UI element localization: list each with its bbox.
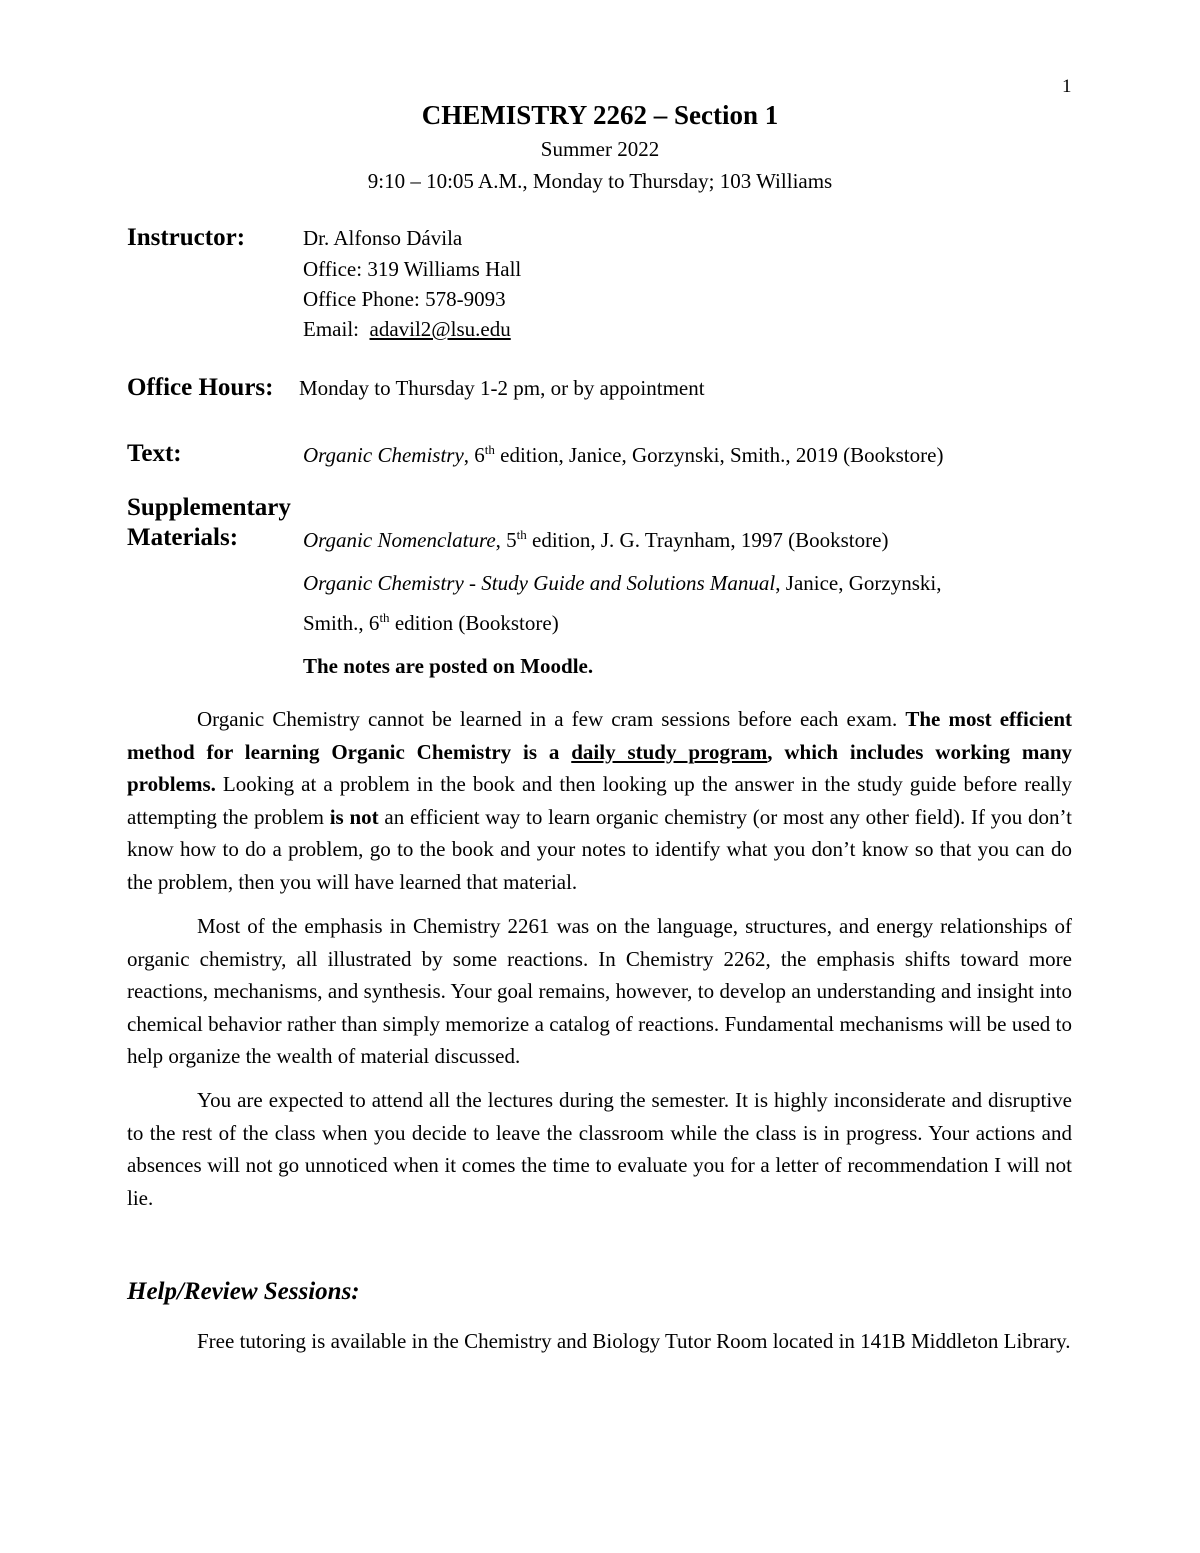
supp1-title: Organic Nomenclature xyxy=(303,528,496,552)
page-number: 1 xyxy=(1062,76,1072,97)
p2-text: Most of the emphasis in Chemistry 2261 was on the language, structures, and energy relationships of organic chemistry, all illustrated by some reactions. In Chemistry 2262, the emphasis shifts toward more reactions, mechanisms, and synthesis. Your goal remains, however, to develop an understanding and insight into chemical behavior rather than simply memorize a catalog of reactions. Fundamental mechanisms will be used to help organize the wealth of material discussed. xyxy=(127,914,1072,1068)
p1-bold-underline: daily study program xyxy=(571,739,768,764)
help-text: Free tutoring is available in the Chemistry and Biology Tutor Room located in 141B Middleton Library. xyxy=(197,1329,1071,1353)
p1-bold-3: is not xyxy=(329,804,379,829)
p1-text-2: Looking at a problem in the book and then looking up the answer in the study guide before really attempting the problem xyxy=(127,772,1072,829)
course-schedule: 9:10 – 10:05 A.M., Monday to Thursday; 103 Williams xyxy=(367,169,833,193)
textbook-edition: , 6 xyxy=(463,443,485,467)
textbook-line xyxy=(303,443,943,468)
supp2-title: Organic Chemistry - Study Guide and Solutions Manual xyxy=(303,571,776,595)
notes-line: The notes are posted on Moodle. xyxy=(303,654,594,678)
supp2-rest: , Janice, Gorzynski, xyxy=(775,571,942,595)
instructor-name: Dr. Alfonso Dávila xyxy=(303,226,463,250)
p1-text-1: Organic Chemistry cannot be learned in a few cram sessions before each exam. xyxy=(197,707,906,731)
course-title: CHEMISTRY 2262 – Section 1 xyxy=(421,100,779,130)
p1-bold-2: , which includes working many problems. xyxy=(127,739,1073,796)
instructor-label: Instructor: xyxy=(127,224,246,251)
paragraph-study xyxy=(127,703,1072,898)
email-link[interactable]: adavil2@lsu.edu xyxy=(369,317,511,341)
textbook-rest: edition, Janice, Gorzynski, Smith., 2019 (Bookstore) xyxy=(494,443,944,467)
course-term: Summer 2022 xyxy=(540,137,660,161)
p3-text: You are expected to attend all the lectures during the semester. It is highly inconsiderate and disruptive to the rest of the class when you decide to leave the classroom while the class is in progress. Your actions and absences will not go unnoticed when it comes the time to evaluate you for a letter of recommendation I will not lie. xyxy=(127,1088,1072,1210)
email-label: Email: xyxy=(303,317,370,341)
help-heading: Help/Review Sessions: xyxy=(127,1278,360,1305)
supplementary-item-2-cont xyxy=(303,611,559,636)
supp1-sup: th xyxy=(516,527,527,542)
supp1-rest: edition, J. G. Traynham, 1997 (Bookstore) xyxy=(526,528,889,552)
supp2b-rest: edition (Bookstore) xyxy=(389,611,559,635)
supplementary-label: Supplementary xyxy=(127,494,291,521)
supplementary-item-1 xyxy=(303,528,888,553)
office-hours-label: Office Hours: xyxy=(127,374,274,401)
instructor-phone: Office Phone: 578-9093 xyxy=(303,287,506,311)
materials-label: Materials: xyxy=(127,524,239,551)
paragraph-help xyxy=(127,1325,1072,1358)
office-hours-value: Monday to Thursday 1-2 pm, or by appointment xyxy=(299,376,705,400)
supp1-edition: , 5 xyxy=(495,528,517,552)
paragraph-emphasis xyxy=(127,910,1072,1073)
supp2b-sup: th xyxy=(379,610,390,625)
p1-text-3: an efficient way to learn organic chemistry (or most any other field). If you don’t know how to do a problem, go to the book and your notes to identify what you don’t know so that you can do the problem, then you will have learned that material. xyxy=(127,804,1072,894)
instructor-office: Office: 319 Williams Hall xyxy=(303,257,522,281)
text-label: Text: xyxy=(127,440,182,467)
textbook-title: Organic Chemistry xyxy=(303,443,464,467)
instructor-email-line xyxy=(303,317,511,342)
supplementary-item-2 xyxy=(303,571,941,596)
p1-bold-1: The most efficient method for learning Organic Chemistry is a xyxy=(127,707,1072,764)
textbook-sup: th xyxy=(484,442,495,457)
paragraph-attendance xyxy=(127,1084,1072,1214)
supp2b-pre: Smith., 6 xyxy=(303,611,380,635)
